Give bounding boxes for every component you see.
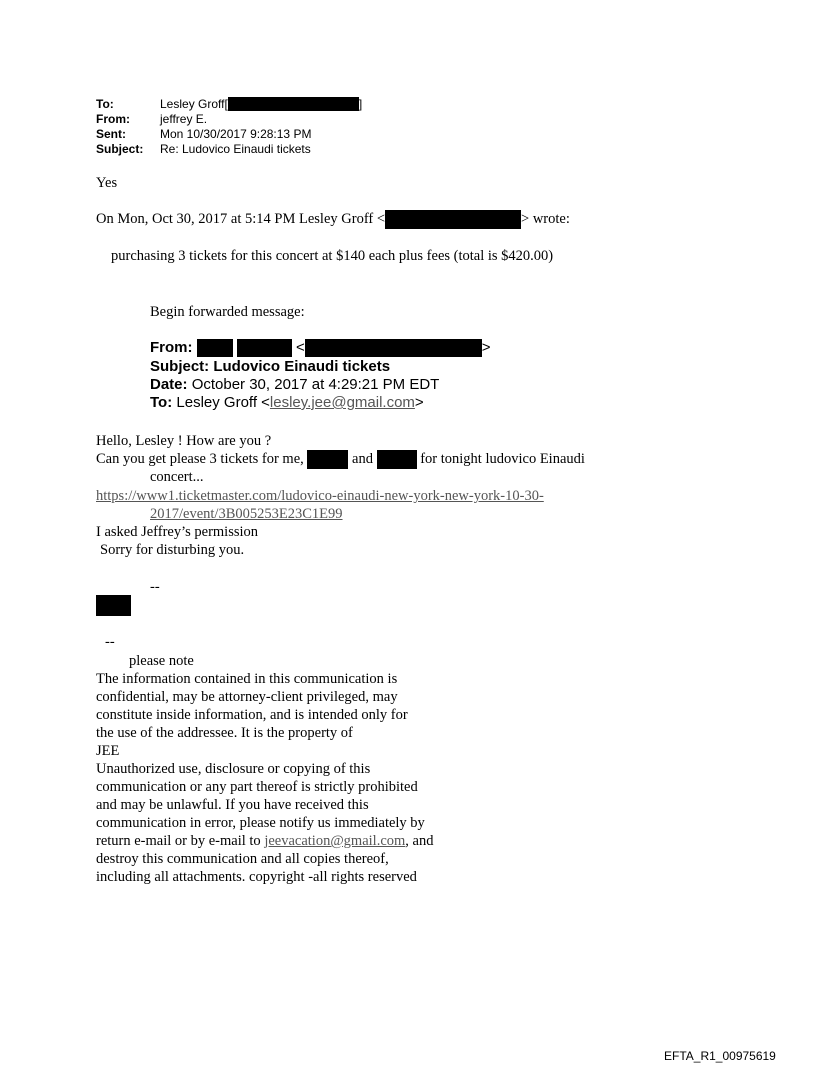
disclaimer-line: constitute inside information, and is intended only for — [96, 707, 408, 723]
from-value: jeffrey E. — [160, 112, 208, 126]
forward-to — [150, 394, 424, 412]
forward-date-label: Date: — [150, 376, 188, 393]
document-id: EFTA_R1_00975619 — [664, 1049, 776, 1063]
redaction-box — [385, 210, 521, 229]
to-label: To: — [96, 97, 114, 111]
forward-subject — [150, 358, 390, 376]
message-greeting: Hello, Lesley ! How are you ? — [96, 433, 272, 449]
forward-to-email-link[interactable]: lesley.jee@gmail.com — [269, 394, 415, 411]
message-request-line — [96, 450, 585, 469]
disclaimer-line: destroy this communication and all copies thereof, — [96, 851, 389, 867]
redaction-box — [307, 450, 348, 469]
purchase-line: purchasing 3 tickets for this concert at $140 each plus fees (total is $420.00) — [111, 248, 554, 264]
forward-begin: Begin forwarded message: — [150, 304, 305, 320]
disclaimer-line: the use of the addressee. It is the property of — [96, 725, 353, 741]
from-label: From: — [96, 112, 130, 126]
forward-date-value: October 30, 2017 at 4:29:21 PM EDT — [191, 376, 440, 393]
disclaimer-dashes: -- — [105, 634, 115, 650]
forward-to-suffix: > — [414, 394, 424, 411]
redaction-box — [228, 97, 359, 111]
forward-from — [150, 339, 491, 357]
forward-to-prefix: Lesley Groff < — [176, 394, 270, 411]
to-value — [160, 97, 362, 111]
to-close-bracket: ] — [358, 97, 363, 111]
request-part-b: for tonight ludovico Einaudi — [420, 451, 585, 467]
request-and: and — [352, 451, 373, 467]
message-request-cont: concert... — [150, 469, 204, 485]
disclaimer-line: communication or any part thereof is strictly prohibited — [96, 779, 418, 795]
quote-intro — [96, 210, 570, 229]
message-sorry: Sorry for disturbing you. — [100, 542, 245, 558]
ticketmaster-link-line1[interactable]: https://www1.ticketmaster.com/ludovico-einaudi-new-york-new-york-10-30- — [96, 488, 544, 504]
disclaimer-email-line — [96, 832, 433, 850]
forward-subject-label: Subject: — [150, 358, 210, 375]
disclaimer-note: please note — [129, 653, 194, 669]
forward-to-label: To: — [150, 394, 173, 411]
disclaimer-body — [96, 670, 433, 886]
disclaimer-line: confidential, may be attorney-client privileged, may — [96, 689, 398, 705]
subject-label: Subject: — [96, 142, 144, 156]
sent-value: Mon 10/30/2017 9:28:13 PM — [160, 127, 312, 141]
disclaimer-email-prefix: return e-mail or by e-mail to — [96, 833, 265, 849]
disclaimer-line: communication in error, please notify us immediately by — [96, 815, 425, 831]
disclaimer-line: The information contained in this communication is — [96, 671, 398, 687]
forward-subject-value: Ludovico Einaudi tickets — [213, 358, 391, 375]
to-name: Lesley Groff[ — [160, 97, 228, 111]
forward-from-label: From: — [150, 339, 193, 356]
request-part-a: Can you get please 3 tickets for me, — [96, 451, 304, 467]
subject-value: Re: Ludovico Einaudi tickets — [160, 142, 311, 156]
forward-date — [150, 376, 439, 394]
sent-label: Sent: — [96, 127, 126, 141]
forward-from-lt: < — [296, 339, 305, 356]
disclaimer-line: and may be unlawful. If you have received this — [96, 797, 369, 813]
redaction-box — [96, 595, 131, 616]
forward-from-gt: > — [481, 339, 491, 356]
disclaimer-line: including all attachments. copyright -all rights reserved — [96, 869, 417, 885]
redaction-box — [377, 450, 417, 469]
reply-text: Yes — [96, 175, 118, 191]
disclaimer-line: JEE — [96, 743, 120, 759]
signature-dashes: -- — [150, 579, 160, 595]
disclaimer-email-suffix: , and — [405, 833, 434, 849]
redaction-box — [197, 339, 233, 357]
redaction-box — [305, 339, 482, 357]
quote-intro-suffix: > wrote: — [521, 211, 570, 227]
jeevacation-email-link[interactable]: jeevacation@gmail.com — [264, 833, 406, 849]
redaction-box — [237, 339, 292, 357]
disclaimer-line: Unauthorized use, disclosure or copying of this — [96, 761, 371, 777]
quote-intro-prefix: On Mon, Oct 30, 2017 at 5:14 PM Lesley Groff < — [96, 211, 386, 227]
ticketmaster-link-line2[interactable]: 2017/event/3B005253E23C1E99 — [150, 506, 343, 522]
message-permission: I asked Jeffrey’s permission — [96, 524, 259, 540]
